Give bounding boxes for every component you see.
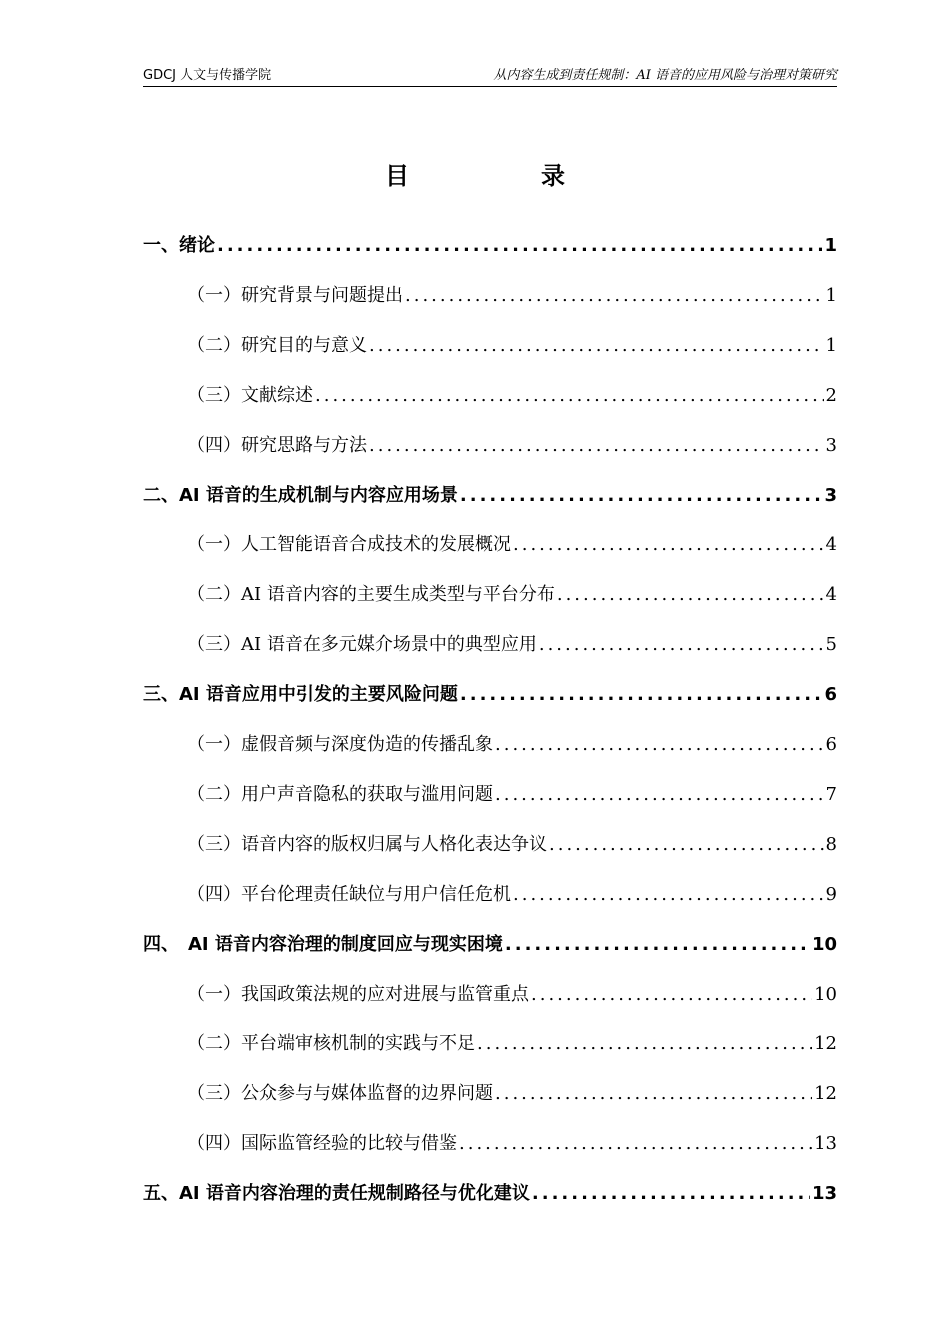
toc-entry-page: 12 — [814, 1083, 837, 1105]
toc-entry[interactable] — [143, 931, 837, 959]
toc-entry[interactable] — [187, 731, 837, 759]
toc-title: 目 录 — [385, 162, 619, 190]
toc-entry-page: 5 — [825, 634, 837, 656]
toc-entry-page: 8 — [825, 833, 837, 855]
toc-leader-dots — [495, 1080, 812, 1108]
toc-leader-dots — [505, 931, 810, 959]
toc-leader-dots — [460, 681, 823, 709]
toc-entry-page: 4 — [825, 534, 837, 556]
toc-entry[interactable] — [187, 1130, 837, 1158]
toc-entry-label: （一）我国政策法规的应对进展与监管重点 — [187, 983, 529, 1005]
toc-leader-dots — [549, 831, 824, 859]
toc-leader-dots — [217, 232, 822, 260]
toc-entry-label: 一、绪论 — [143, 235, 215, 256]
toc-entry[interactable] — [187, 1080, 837, 1108]
toc-leader-dots — [405, 282, 824, 310]
toc-entry-label: （四）平台伦理责任缺位与用户信任危机 — [187, 883, 511, 905]
toc-entry[interactable] — [143, 681, 837, 709]
toc-entry[interactable] — [187, 631, 837, 659]
toc-entry[interactable] — [187, 382, 837, 410]
toc-entry[interactable] — [187, 881, 837, 909]
toc-entry-page: 4 — [825, 584, 837, 606]
toc-entry-page: 6 — [825, 734, 837, 755]
toc-entry-page: 10 — [811, 933, 837, 955]
toc-entry[interactable] — [187, 781, 837, 809]
toc-entry[interactable] — [187, 831, 837, 859]
toc-entry-label: （二）AI 语音内容的主要生成类型与平台分布 — [187, 584, 555, 606]
toc-entry-page: 13 — [811, 1183, 837, 1205]
toc-leader-dots — [532, 1180, 810, 1208]
toc-entry-label: （四）研究思路与方法 — [187, 434, 367, 456]
toc-leader-dots — [513, 881, 824, 909]
toc-entry-page: 12 — [814, 1033, 837, 1055]
toc-entry[interactable] — [187, 432, 837, 460]
toc-entry-label: 四、 AI 语音内容治理的制度回应与现实困境 — [143, 933, 503, 955]
toc-leader-dots — [531, 981, 812, 1009]
toc-entry[interactable] — [143, 232, 837, 260]
toc-entry-page: 10 — [814, 983, 837, 1005]
toc-entry[interactable] — [187, 531, 837, 559]
toc-leader-dots — [557, 581, 824, 609]
toc-leader-dots — [460, 482, 823, 510]
toc-leader-dots — [495, 781, 824, 809]
toc-entry-page: 6 — [824, 684, 837, 706]
toc-entry-page: 3 — [825, 434, 837, 456]
toc-entry-page: 1 — [825, 334, 837, 356]
toc-entry-page: 1 — [824, 235, 837, 256]
toc-entry-label: （四）国际监管经验的比较与借鉴 — [187, 1133, 457, 1155]
toc-leader-dots — [369, 332, 824, 360]
toc-entry-label: （一）人工智能语音合成技术的发展概况 — [187, 534, 511, 556]
toc-entry[interactable] — [187, 332, 837, 360]
toc-leader-dots — [315, 382, 824, 410]
toc-entry[interactable] — [143, 1180, 837, 1208]
toc-entry-page: 9 — [825, 883, 837, 905]
toc-entry-page: 2 — [825, 384, 837, 406]
toc-entry[interactable] — [187, 981, 837, 1009]
toc-entry[interactable] — [187, 1030, 837, 1058]
toc-leader-dots — [369, 432, 824, 460]
toc-leader-dots — [477, 1030, 812, 1058]
toc-entry-page: 13 — [814, 1133, 837, 1155]
toc-leader-dots — [459, 1130, 812, 1158]
toc-entry-label: 五、AI 语音内容治理的责任规制路径与优化建议 — [143, 1183, 530, 1205]
toc-entry[interactable] — [187, 282, 837, 310]
header-paper-title: 从内容生成到责任规制：AI 语音的应用风险与治理对策研究 — [493, 68, 837, 83]
toc-entry-page: 1 — [825, 284, 837, 306]
toc-leader-dots — [513, 531, 824, 559]
toc-entry-label: （三）公众参与与媒体监督的边界问题 — [187, 1083, 493, 1105]
toc-entry-label: 二、AI 语音的生成机制与内容应用场景 — [143, 484, 458, 506]
toc-entry-label: （二）平台端审核机制的实践与不足 — [187, 1033, 475, 1055]
toc-entry-label: （二）研究目的与意义 — [187, 334, 367, 356]
toc-leader-dots — [539, 631, 824, 659]
toc-entry-label: （三）语音内容的版权归属与人格化表达争议 — [187, 833, 547, 855]
header-institution: GDCJ 人文与传播学院 — [143, 68, 272, 83]
toc-entry-label: （二）用户声音隐私的获取与滥用问题 — [187, 783, 493, 805]
toc-entry-label: （三）AI 语音在多元媒介场景中的典型应用 — [187, 634, 537, 656]
toc-entry[interactable] — [187, 581, 837, 609]
toc-entry[interactable] — [143, 482, 837, 510]
toc-entry-label: （一）虚假音频与深度伪造的传播乱象 — [187, 734, 493, 755]
toc-entry-page: 7 — [825, 783, 837, 805]
toc-entry-label: （一）研究背景与问题提出 — [187, 284, 403, 306]
toc-entry-page: 3 — [824, 484, 837, 506]
toc-entry-label: （三）文献综述 — [187, 384, 313, 406]
toc-entry-label: 三、AI 语音应用中引发的主要风险问题 — [143, 684, 458, 706]
toc-leader-dots — [495, 731, 824, 759]
